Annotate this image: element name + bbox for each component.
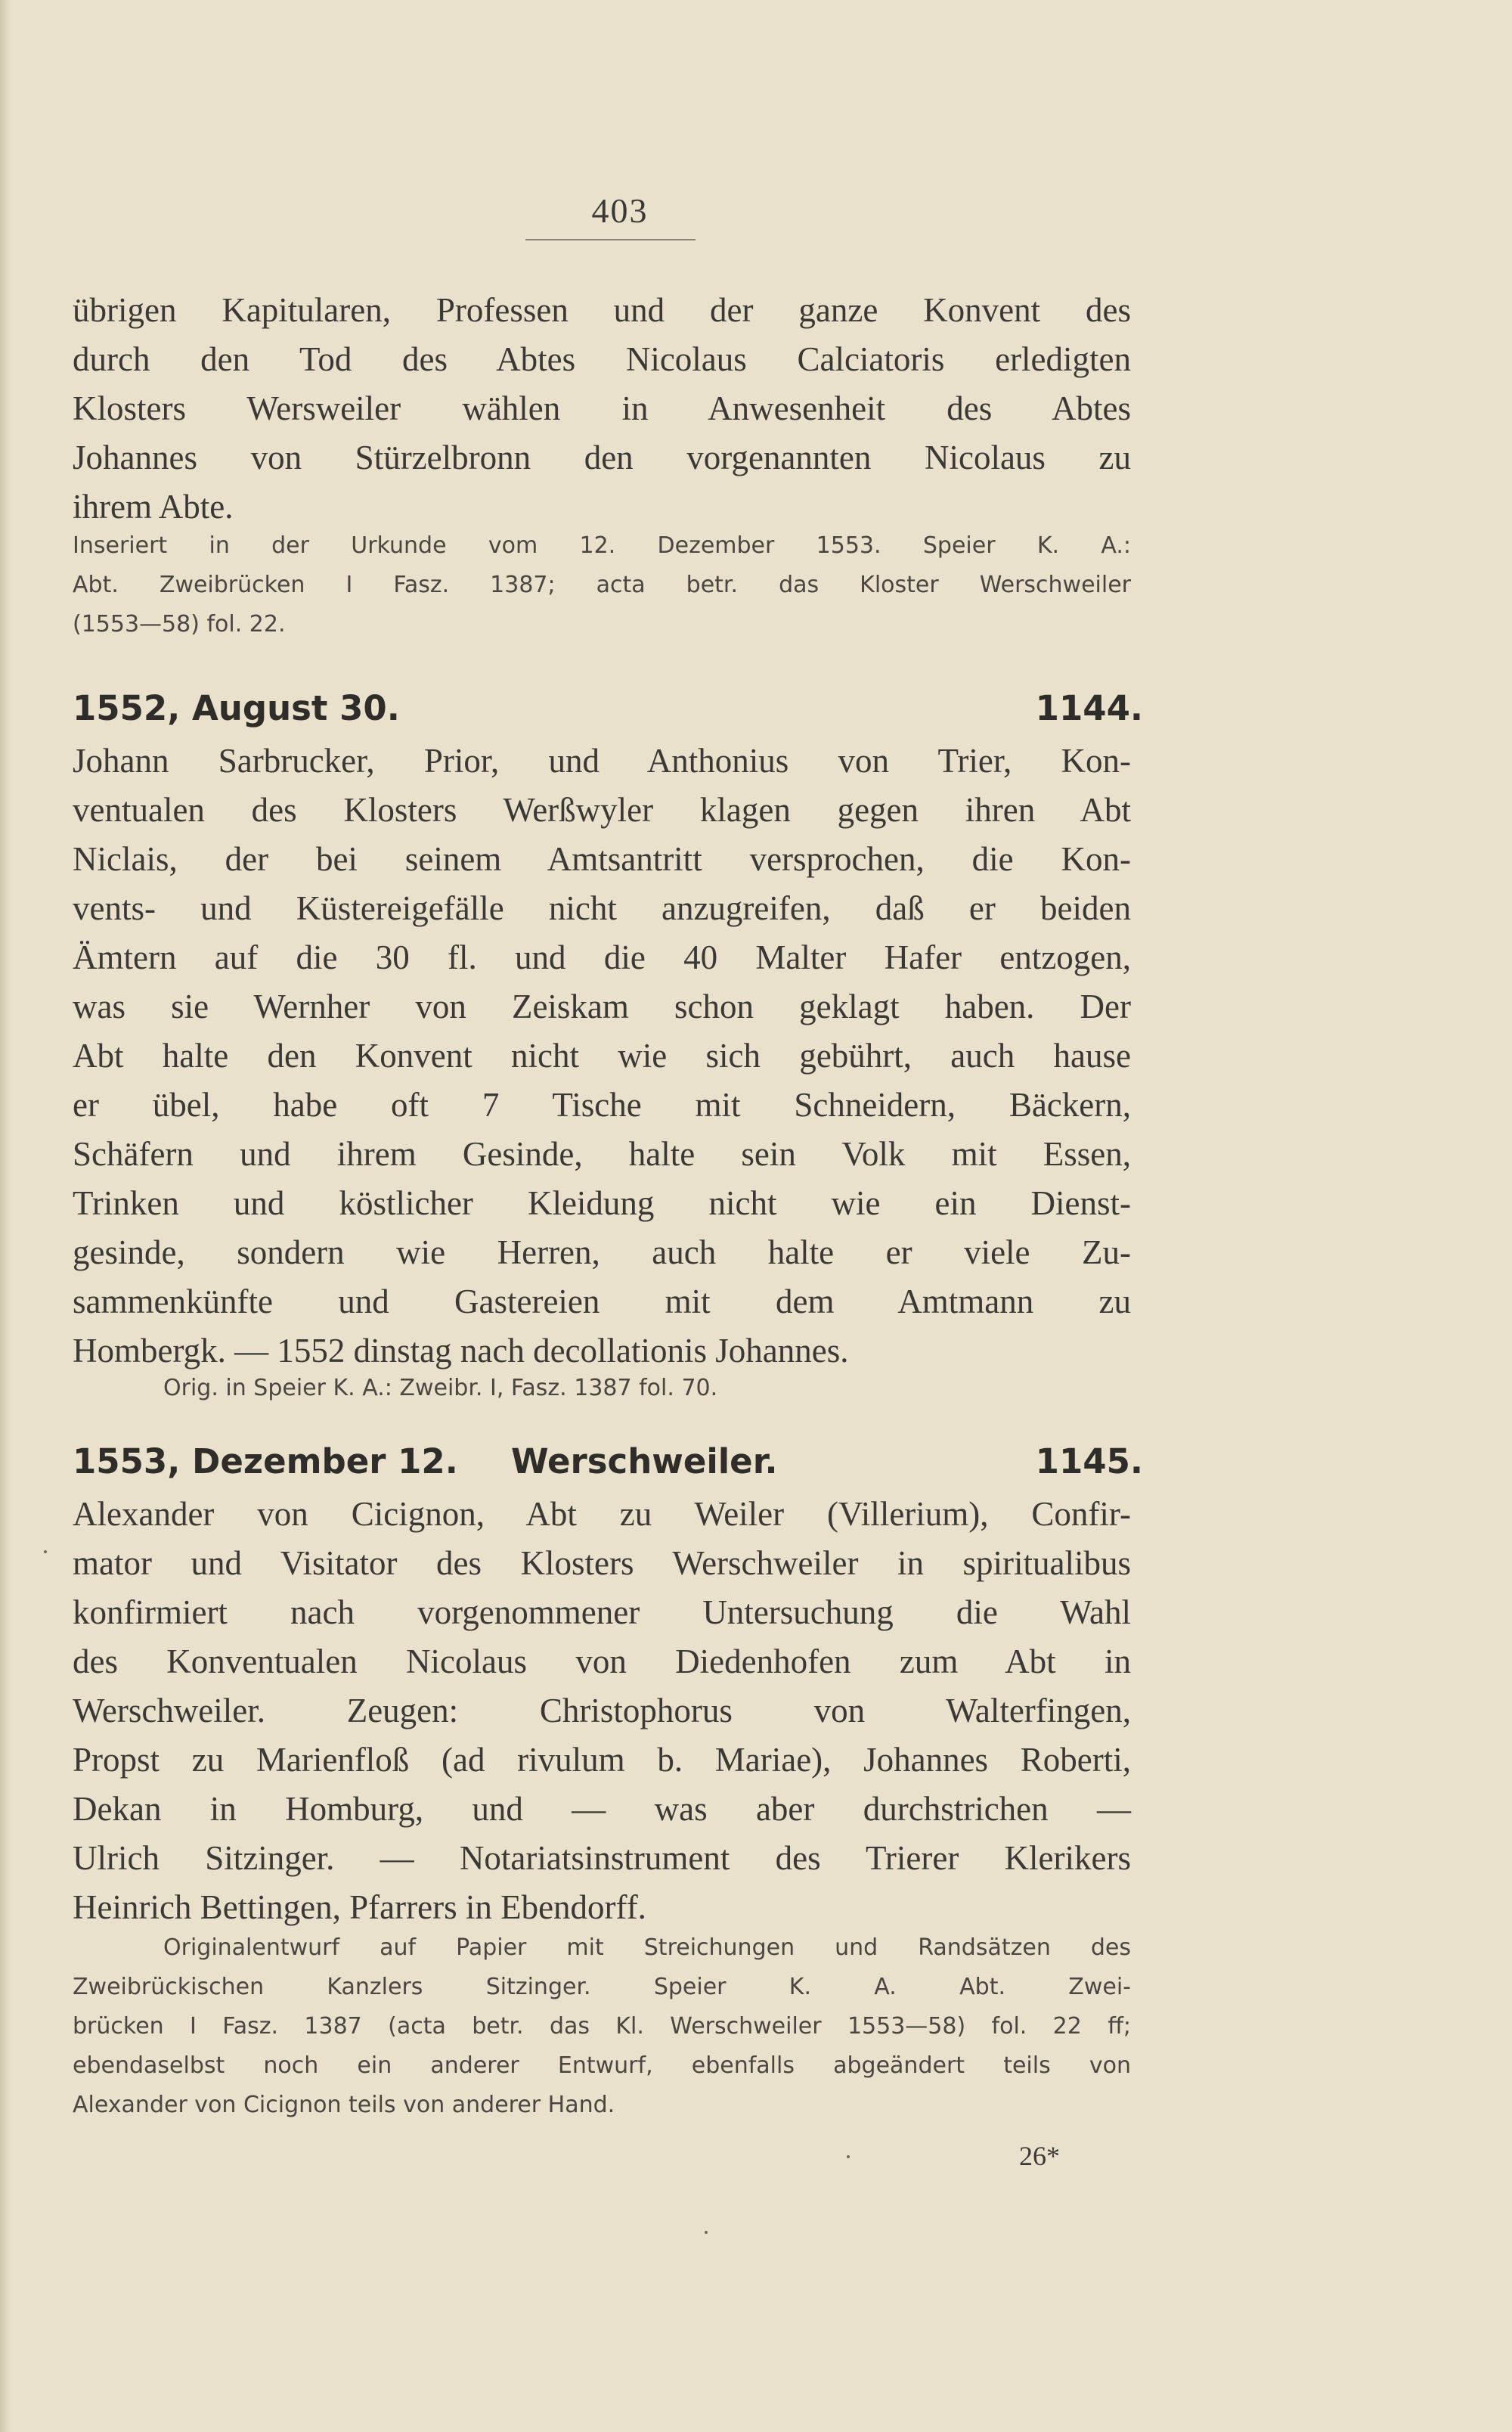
note-line: Abt. Zweibrücken I Fasz. 1387; acta betr. das Kloster Werschweiler bbox=[73, 572, 1131, 598]
text-line: ihrem Abte. bbox=[73, 488, 234, 526]
note-line: ebendaselbst noch ein anderer Entwurf, ebenfalls abgeändert teils von bbox=[73, 2052, 1131, 2079]
entry-text bbox=[73, 737, 1131, 1376]
text-line: vents- und Küstereigefälle nicht anzugreifen, daß er beiden bbox=[73, 889, 1131, 927]
text-line: des Konventualen Nicolaus von Diedenhofen zum Abt in bbox=[73, 1643, 1131, 1680]
text-line: Ämtern auf die 30 fl. und die 40 Malter Hafer entzogen, bbox=[73, 938, 1131, 976]
text-line: Johannes von Stürzelbronn den vorgenannten Nicolaus zu bbox=[73, 439, 1131, 476]
signature-mark: 26* bbox=[1019, 2141, 1060, 2171]
text-line: Alexander von Cicignon, Abt zu Weiler (Villerium), Confir- bbox=[73, 1495, 1131, 1533]
text-line: Klosters Wersweiler wählen in Anwesenheit des Abtes bbox=[73, 389, 1131, 427]
text-line: Trinken und köstlicher Kleidung nicht wie ein Dienst- bbox=[73, 1184, 1131, 1222]
note-line: Inseriert in der Urkunde vom 12. Dezember 1553. Speier K. A.: bbox=[73, 532, 1131, 559]
continuation-paragraph bbox=[73, 286, 1131, 532]
text-line: Propst zu Marienfloß (ad rivulum b. Mariae), Johannes Roberti, bbox=[73, 1741, 1131, 1779]
note-line: (1553—58) fol. 22. bbox=[73, 611, 286, 637]
entry-note bbox=[73, 1928, 1131, 2125]
note-line: Alexander von Cicignon teils von anderer Hand. bbox=[73, 2092, 615, 2118]
text-line: Ulrich Sitzinger. — Notariatsinstrument des Trierer Klerikers bbox=[73, 1839, 1131, 1877]
paper-speck bbox=[705, 2231, 708, 2234]
text-line: mator und Visitator des Klosters Werschweiler in spiritualibus bbox=[73, 1544, 1131, 1582]
text-line: er übel, habe oft 7 Tische mit Schneidern, Bäckern, bbox=[73, 1086, 1131, 1124]
entry-date: 1553, Dezember 12. bbox=[73, 1441, 458, 1481]
text-line: was sie Wernher von Zeiskam schon geklagt haben. Der bbox=[73, 988, 1131, 1025]
text-line: Dekan in Homburg, und — was aber durchstrichen — bbox=[73, 1790, 1131, 1828]
continuation-text bbox=[73, 286, 1131, 532]
entry-note bbox=[163, 1369, 1070, 1408]
entry-date: 1552, August 30. bbox=[73, 688, 400, 728]
text-line: Johann Sarbrucker, Prior, und Anthonius von Trier, Kon- bbox=[73, 742, 1131, 780]
paper-speck bbox=[847, 2155, 850, 2158]
text-line: Schäfern und ihrem Gesinde, halte sein Volk mit Essen, bbox=[73, 1135, 1131, 1173]
entry-place: Werschweiler. bbox=[511, 1441, 778, 1481]
text-line: Heinrich Bettingen, Pfarrers in Ebendorff. bbox=[73, 1888, 646, 1926]
text-line: übrigen Kapitularen, Professen und der ganze Konvent des bbox=[73, 291, 1131, 329]
note-line: brücken I Fasz. 1387 (acta betr. das Kl. Werschweiler 1553—58) fol. 22 ff; bbox=[73, 2013, 1131, 2040]
page-number: 403 bbox=[591, 191, 649, 230]
entry-number: 1144. bbox=[1035, 688, 1143, 728]
text-line: ventualen des Klosters Werßwyler klagen gegen ihren Abt bbox=[73, 791, 1131, 829]
text-line: konfirmiert nach vorgenommener Untersuchung die Wahl bbox=[73, 1593, 1131, 1631]
page-edge-shadow bbox=[0, 0, 11, 2432]
note-line: Zweibrückischen Kanzlers Sitzinger. Speier K. A. Abt. Zwei- bbox=[73, 1974, 1131, 2000]
text-line: durch den Tod des Abtes Nicolaus Calciatoris erledigten bbox=[73, 340, 1131, 378]
text-line: Hombergk. — 1552 dinstag nach decollationis Johannes. bbox=[73, 1332, 849, 1370]
note-line: Originalentwurf auf Papier mit Streichungen und Randsätzen des bbox=[163, 1934, 1131, 1961]
text-line: Abt halte den Konvent nicht wie sich gebührt, auch hause bbox=[73, 1037, 1131, 1075]
paper-speck bbox=[44, 1550, 47, 1553]
page-number-rule bbox=[525, 239, 696, 240]
text-line: Niclais, der bei seinem Amtsantritt versprochen, die Kon- bbox=[73, 840, 1131, 878]
entry-text bbox=[73, 1490, 1131, 1932]
note-line: Orig. in Speier K. A.: Zweibr. I, Fasz. 1387 fol. 70. bbox=[163, 1375, 718, 1401]
text-line: gesinde, sondern wie Herren, auch halte er viele Zu- bbox=[73, 1233, 1131, 1271]
text-line: Werschweiler. Zeugen: Christophorus von Walterfingen, bbox=[73, 1692, 1131, 1729]
continuation-note bbox=[73, 526, 1131, 644]
text-line: sammenkünfte und Gastereien mit dem Amtmann zu bbox=[73, 1283, 1131, 1320]
entry-number: 1145. bbox=[1035, 1441, 1143, 1481]
